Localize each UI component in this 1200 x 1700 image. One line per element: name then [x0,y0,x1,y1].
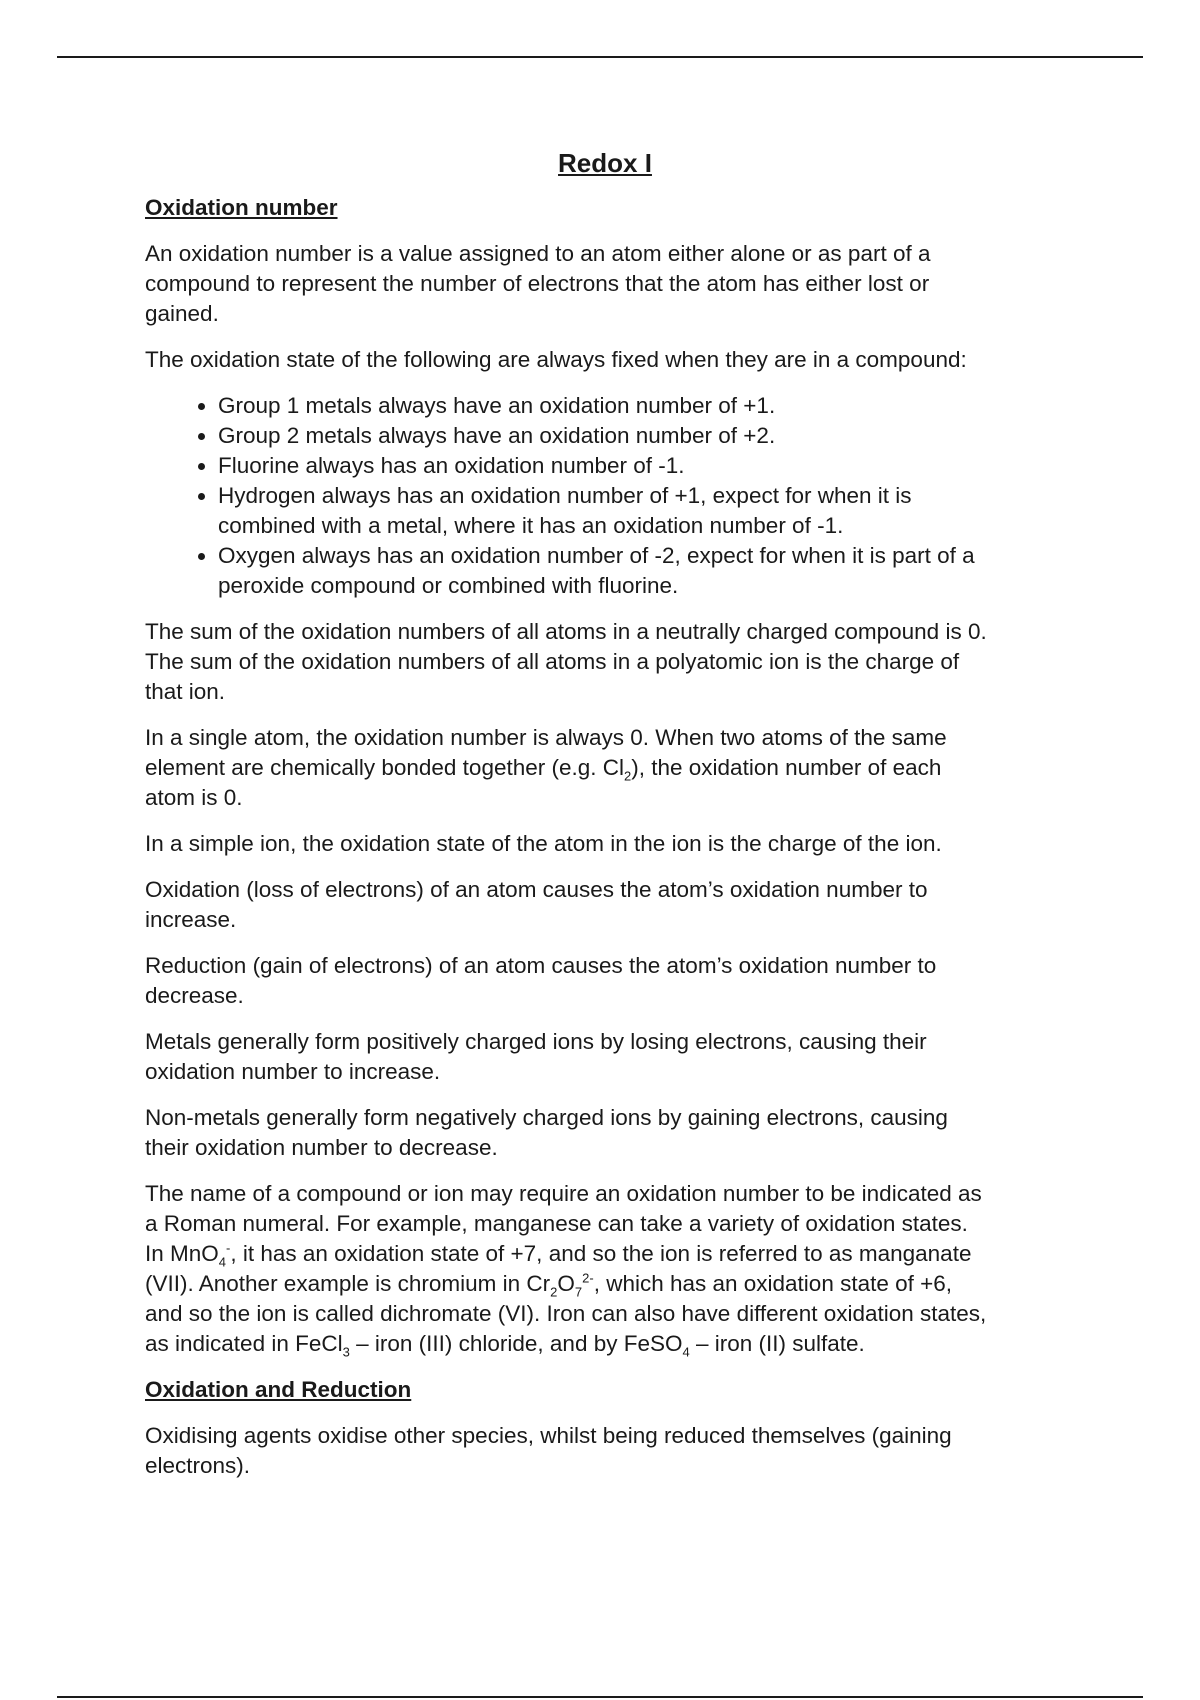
fixed-states-intro: The oxidation state of the following are always fixed when they are in a compound: [145,347,967,372]
oxidising-agents-paragraph: Oxidising agents oxidise other species, whilst being reduced themselves (gaining electrons). [145,1423,952,1478]
top-rule [57,56,1143,58]
document-body [145,140,1065,1497]
nonmetals-paragraph: Non-metals generally form negatively charged ions by gaining electrons, causing their oxidation number to decrease. [145,1105,948,1160]
list-item: • Hydrogen always has an oxidation number of +1, expect for when it is combined with a metal, where it has an oxidation number of -1. [218,481,1065,541]
list-item: • Group 2 metals always have an oxidation number of +2. [218,421,1065,451]
list-item: • Group 1 metals always have an oxidation number of +1. [218,391,1065,421]
section-heading-oxidation-and-reduction: Oxidation and Reduction [145,1377,412,1402]
section-heading-oxidation-number: Oxidation number [145,195,338,220]
sum-paragraph: The sum of the oxidation numbers of all atoms in a neutrally charged compound is 0. The sum of the oxidation numbers of all atoms in a polyatomic ion is the charge of that ion. [145,619,987,704]
list-item: • Fluorine always has an oxidation number of -1. [218,451,1065,481]
page-title: Redox I [558,148,652,178]
single-atom-paragraph: In a single atom, the oxidation number is always 0. When two atoms of the same element are chemically bonded together (e.g. $Cl_2$), the oxidation number of each atom is 0. [145,725,947,810]
intro-paragraph: An oxidation number is a value assigned to an atom either alone or as part of a compound to represent the number of electrons that the atom has either lost or gained. [145,241,931,326]
naming-paragraph: The name of a compound or ion may require an oxidation number to be indicated as a Roman numeral. For example, manganese can take a variety of oxidation states. In MnO$_4$-, it has an oxidation state of +7, and so the ion is referred to as manganate (VII). Another example is chromium in $Cr_2O_7^{2-}$, which has an oxidation state of +6, and so the ion is called dichromate (VI). Iron can also have different oxidation states, as indicated in FeCl$_3$ – iron (III) chloride, and by FeSO$_4$ – iron (II) sulfate. [145,1181,987,1360]
oxidation-paragraph: Oxidation (loss of electrons) of an atom causes the atom’s oxidation number to increase. [145,877,928,932]
list-item: • Oxygen always has an oxidation number of -2, expect for when it is part of a peroxide compound or combined with fluorine. [218,541,1065,601]
fixed-states-list [145,391,1065,601]
bottom-rule [57,1696,1143,1698]
reduction-paragraph: Reduction (gain of electrons) of an atom causes the atom’s oxidation number to decrease. [145,953,937,1008]
simple-ion-paragraph: In a simple ion, the oxidation state of the atom in the ion is the charge of the ion. [145,831,942,856]
metals-paragraph: Metals generally form positively charged ions by losing electrons, causing their oxidation number to increase. [145,1029,927,1084]
